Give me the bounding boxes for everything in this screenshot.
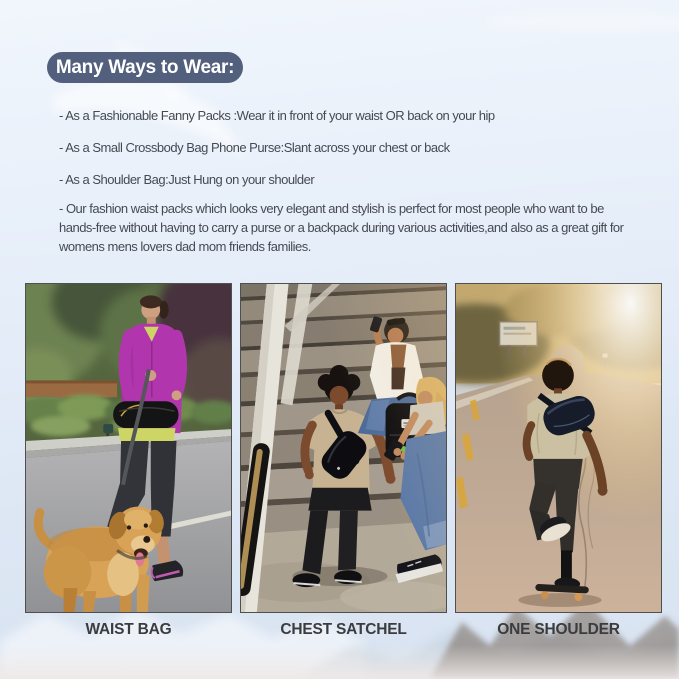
- bullet-fanny-pack: - As a Fashionable Fanny Packs :Wear it in front of your waist OR back on your hip: [59, 108, 495, 123]
- wear-style-bullets: [59, 107, 495, 203]
- photo-chest-satchel: [240, 283, 447, 613]
- caption-waist-bag: WAIST BAG: [85, 621, 172, 638]
- title-badge-label: Many Ways to Wear:: [55, 56, 235, 78]
- bullet-shoulder: - As a Shoulder Bag:Just Hung on your shoulder: [59, 172, 315, 187]
- caption-row: [25, 621, 662, 639]
- photo-one-shoulder: [455, 283, 662, 613]
- bullet-crossbody: - As a Small Crossbody Bag Phone Purse:Slant across your chest or back: [59, 140, 450, 155]
- caption-chest-satchel: CHEST SATCHEL: [280, 621, 407, 638]
- description-line: - Our fashion waist packs which looks very elegant and stylish is perfect for most people who want to be: [59, 201, 604, 216]
- caption-one-shoulder: ONE SHOULDER: [497, 621, 620, 638]
- chest-satchel-photo-illustration: [241, 284, 446, 612]
- one-shoulder-photo-illustration: [456, 284, 661, 612]
- description-line: hands-free without having to carry a purse or a backpack during various activities,and also as a great gift for: [59, 220, 624, 235]
- description-line: womens mens lovers dad mom friends families.: [59, 239, 311, 254]
- description-text: [59, 199, 664, 256]
- title-badge: [47, 52, 243, 83]
- photo-row: [25, 283, 662, 613]
- waist-bag-photo-illustration: [26, 284, 231, 612]
- photo-waist-bag: [25, 283, 232, 613]
